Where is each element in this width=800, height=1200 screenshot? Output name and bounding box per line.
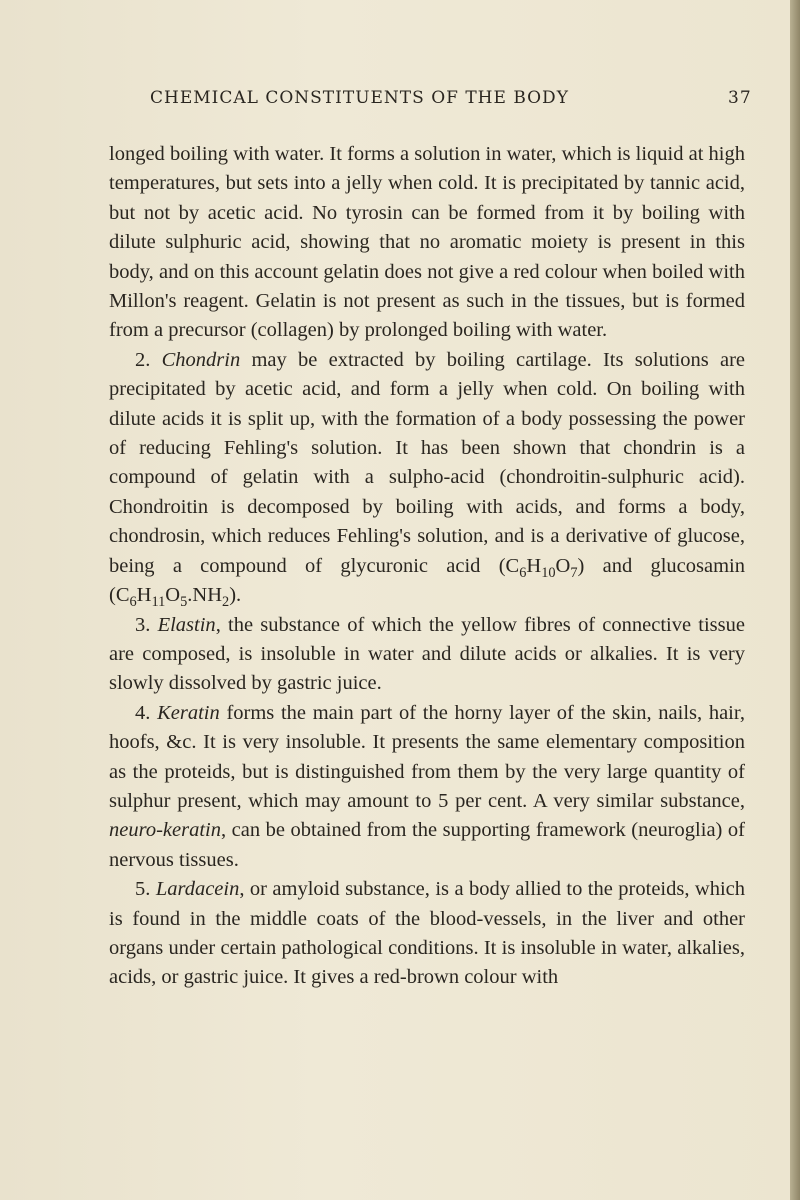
paragraph-text: ) and glucosamin (C <box>109 554 745 607</box>
formula-part: O <box>165 584 181 607</box>
paragraph-text: , the substance of which the yellow fibres of connective tissue are composed, is insoluble in water and dilute acids or alkalies. It is very slowly dissolved by gastric juice. <box>109 613 745 695</box>
paragraph-text: ). <box>229 584 242 607</box>
paragraph-keratin <box>109 699 745 875</box>
paragraph-text: , or amyloid substance, is a body allied to the proteids, which is found in the middle coats of the blood-vessels, in the liver and other organs under certain pathological conditions. It is insoluble in water, alkalies, acids, or gastric juice. It gives a red-brown colour with <box>109 878 746 989</box>
term-elastin: Elastin <box>157 613 216 636</box>
running-title: CHEMICAL CONSTITUENTS OF THE BODY <box>150 88 569 108</box>
paragraph-text: , can be obtained from the supporting framework (neuroglia) of nervous tissues. <box>109 819 745 871</box>
item-number: 3. <box>135 613 151 636</box>
paragraph-elastin <box>109 611 745 699</box>
subscript: 2 <box>222 594 230 611</box>
item-number: 5. <box>135 878 151 901</box>
paragraph-text: forms the main part of the horny layer of the skin, nails, hair, hoofs, &c. It is very insoluble. It presents the same elementary composition as the proteids, but is distinguished from them by the very large quantity of sulphur present, which may amount to 5 per cent. A very similar substance, <box>109 701 746 812</box>
term-neuro-keratin: neuro-keratin <box>109 819 221 842</box>
term-chondrin: Chondrin <box>161 348 241 371</box>
paragraph-gelatin-continued: longed boiling with water. It forms a solution in water, which is liquid at high temperatures, but sets into a jelly when cold. It is precipitated by tannic acid, but not by acetic acid. No tyrosin can be formed from it by boiling with dilute sulphuric acid, showing that no aromatic moiety is present in this body, and on this account gelatin does not give a red colour when boiled with Millon's reagent. Gelatin is not present as such in the tissues, but is formed from a precursor (collagen) by prolonged boiling with water. <box>109 143 745 342</box>
paragraph-text: may be extracted by boiling cartilage. Its solutions are precipitated by acetic acid, and form a jelly when cold. On boiling with dilute acids it is split up, with the formation of a body possessing the power of reducing Fehling's solution. It has been shown that chondrin is a compound of gelatin with a sulpho-acid (chondroitin-sulphuric acid). Chondroitin is decomposed by boiling with acids, and forms a body, chondrosin, which reduces Fehling's solution, and is a derivative of glucose, being a compound of glycuronic acid (C <box>109 348 746 577</box>
formula-part: .NH <box>187 584 223 607</box>
page-number: 37 <box>728 88 752 108</box>
subscript: 6 <box>129 594 137 611</box>
paragraph-lardacein <box>109 875 745 993</box>
subscript: 6 <box>519 564 527 581</box>
page-edge <box>790 0 800 1200</box>
formula-part: H <box>526 554 542 577</box>
subscript: 11 <box>151 594 166 611</box>
term-keratin: Keratin <box>157 701 220 724</box>
item-number: 2. <box>135 348 151 371</box>
subscript: 7 <box>570 564 578 581</box>
formula-part: O <box>555 554 571 577</box>
subscript: 10 <box>541 564 556 581</box>
subscript: 5 <box>180 594 188 611</box>
term-lardacein: Lardacein <box>155 878 240 901</box>
item-number: 4. <box>135 701 151 724</box>
paragraph-chondrin <box>109 346 745 611</box>
body-text <box>109 140 745 993</box>
formula-part: H <box>136 584 152 607</box>
